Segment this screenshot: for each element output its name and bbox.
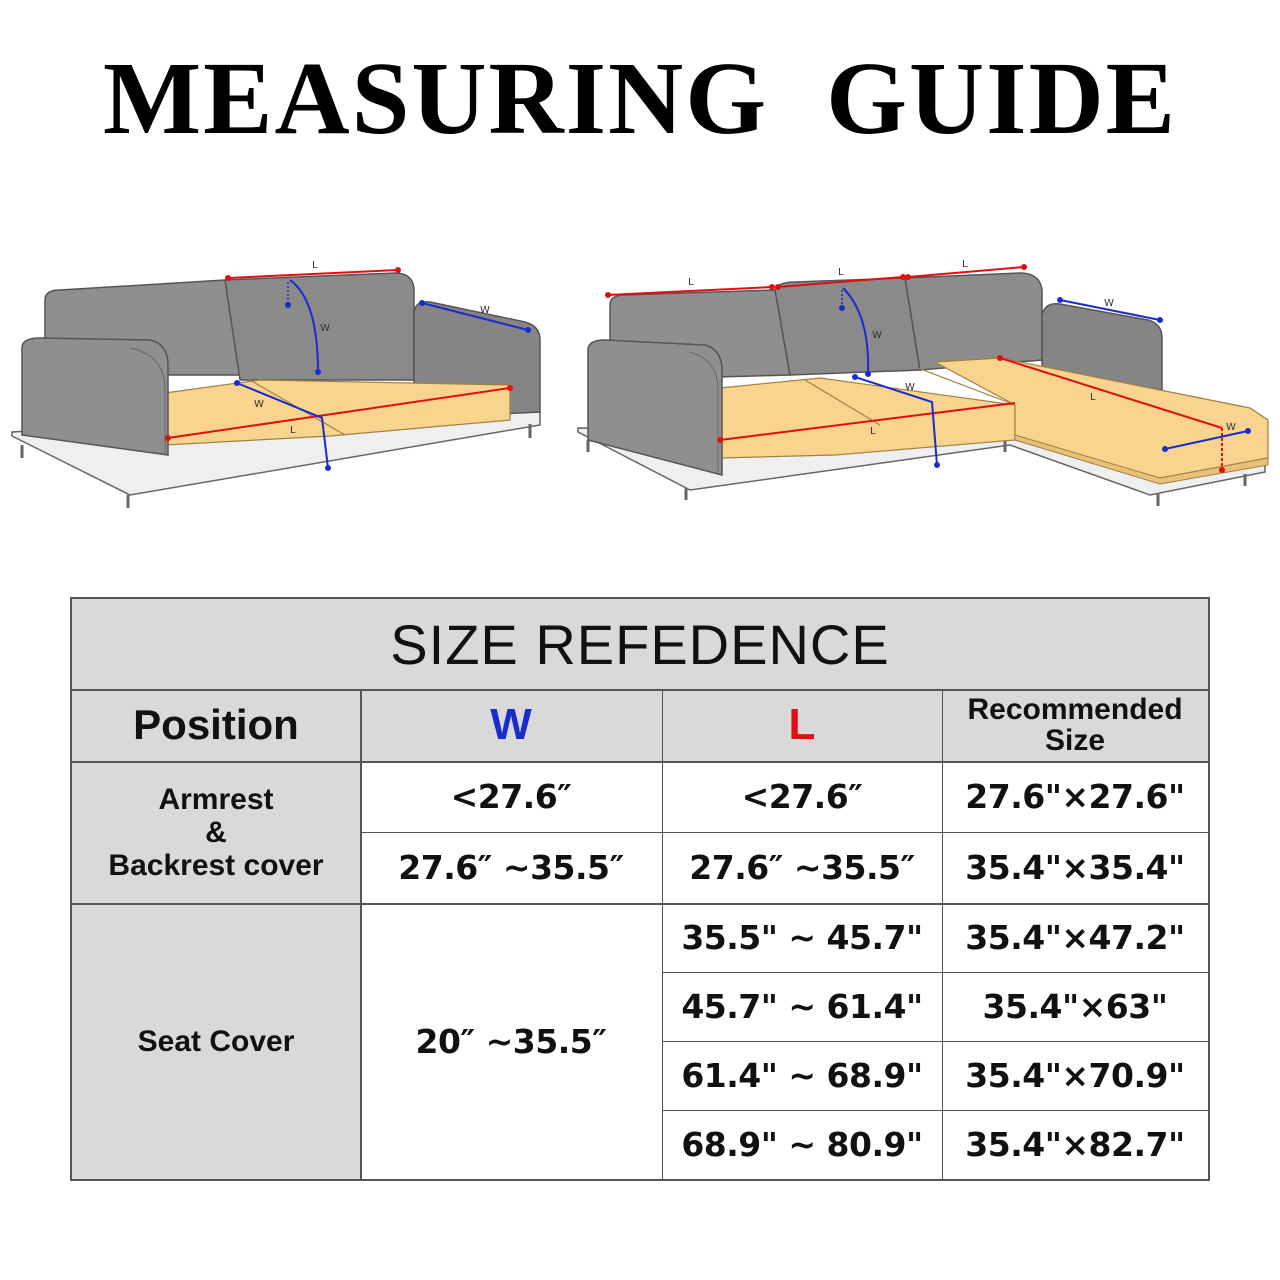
table-divider: [662, 1110, 1208, 1111]
table-divider: [72, 903, 1208, 905]
svg-text:W: W: [1226, 422, 1236, 433]
svg-text:W: W: [1104, 298, 1114, 309]
seat-row4-length: 68.9" ~ 80.9": [681, 1125, 923, 1164]
armrest-row2-length: 27.6″ ~35.5″: [689, 848, 915, 887]
position-armrest-backrest: [72, 761, 360, 903]
header-recommended-line1: Recommended: [967, 692, 1183, 726]
svg-text:L: L: [688, 277, 694, 288]
svg-text:W: W: [905, 382, 915, 393]
position-seat-cover: Seat Cover: [72, 903, 360, 1179]
header-recommended-size: [942, 689, 1208, 761]
table-divider: [72, 689, 1208, 691]
seat-row3-size: 35.4"×70.9": [965, 1056, 1185, 1095]
armrest-label-line1: Armrest: [158, 782, 274, 816]
l-shaped-sofa-diagram: [578, 259, 1268, 506]
armrest-row2-width: 27.6″ ~35.5″: [398, 848, 624, 887]
table-divider: [360, 832, 1208, 833]
seat-row1-size: 35.4"×47.2": [965, 918, 1185, 957]
svg-text:W: W: [254, 399, 264, 410]
svg-text:L: L: [312, 260, 318, 271]
page-title: MEASURING GUIDE: [102, 41, 1178, 156]
table-divider: [662, 972, 1208, 973]
table-divider: [360, 689, 362, 1179]
armrest-label-line2: &: [205, 815, 227, 849]
seat-row1-length: 35.5" ~ 45.7": [681, 918, 923, 957]
seat-row3-length: 61.4" ~ 68.9": [681, 1056, 923, 1095]
sofa-illustrations: [0, 240, 1280, 540]
svg-text:L: L: [962, 259, 968, 270]
table-divider: [662, 689, 663, 1179]
svg-text:W: W: [480, 305, 490, 316]
seat-row2-size: 35.4"×63": [982, 987, 1168, 1026]
header-width: W: [360, 689, 662, 761]
size-reference-table: [70, 597, 1210, 1181]
svg-text:L: L: [838, 267, 844, 278]
seat-width: 20″ ~35.5″: [415, 1021, 607, 1061]
armrest-row1-width: <27.6″: [450, 777, 572, 816]
header-position: Position: [72, 689, 360, 761]
table-divider: [942, 689, 943, 1179]
armrest-row2-size: 35.4"×35.4": [965, 848, 1185, 887]
svg-text:L: L: [1090, 392, 1096, 403]
header-length: L: [662, 689, 942, 761]
armrest-row1-size: 27.6"×27.6": [965, 777, 1185, 816]
armrest-row1-length: <27.6″: [741, 777, 863, 816]
table-divider: [72, 761, 1208, 763]
three-seat-sofa-diagram: [12, 260, 540, 508]
svg-text:L: L: [290, 425, 296, 436]
table-divider: [662, 1041, 1208, 1042]
seat-row2-length: 45.7" ~ 61.4": [681, 987, 923, 1026]
svg-text:W: W: [320, 323, 330, 334]
armrest-label-line3: Backrest cover: [108, 848, 324, 882]
header-recommended-line2: Size: [1044, 724, 1106, 757]
seat-row4-size: 35.4"×82.7": [965, 1125, 1185, 1164]
table-title: SIZE REFEDENCE: [72, 599, 1208, 689]
svg-text:L: L: [870, 426, 876, 437]
svg-text:W: W: [872, 330, 882, 341]
